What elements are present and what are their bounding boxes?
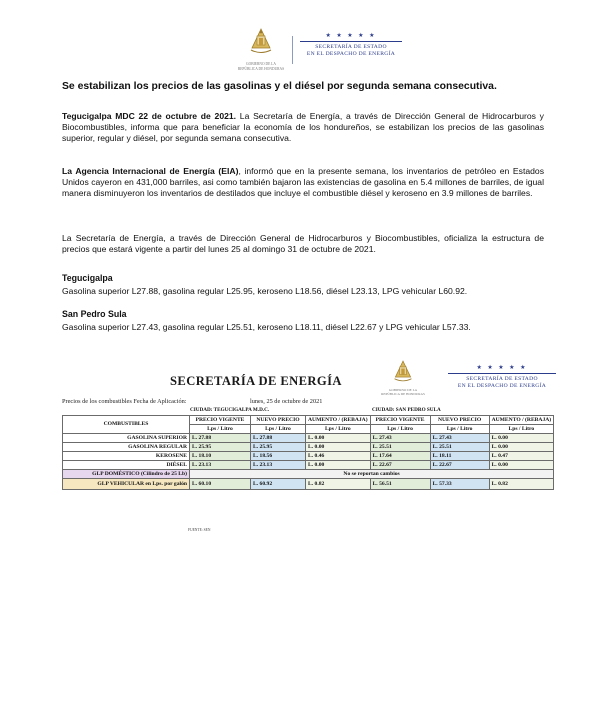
table-secretaria-line-2: EN EL DESPACHO DE ENERGÍA [457,383,547,389]
stars-icon: ★ ★ ★ ★ ★ [325,33,377,39]
tegucigalpa-prices: Gasolina superior L27.88, gasolina regular L25.95, keroseno L18.56, diésel L23.13, LPG vehicular L60.92. [62,286,468,296]
date-value: lunes, 25 de octubre de 2021 [250,398,323,405]
price-cell: L. 18.10 [190,452,251,461]
emblem-rule [300,41,402,42]
price-cell: L. 0.82 [489,479,554,490]
san-pedro-sula-heading: San Pedro Sula [62,309,127,319]
price-cell: L. 0.00 [306,461,371,470]
secretaria-line-1: SECRETARÍA DE ESTADO [315,44,387,50]
column-header: AUMENTO / (REBAJA) [306,416,371,425]
fuel-column-header: COMBUSTIBLES [63,416,190,434]
price-cell: L. 0.46 [306,452,371,461]
price-cell: L. 60.92 [251,479,306,490]
no-changes-note: No se reportan cambios [190,470,554,479]
table-row-kerosene [63,452,554,461]
price-cell: L. 27.43 [430,434,489,443]
price-cell: L. 57.33 [430,479,489,490]
unit-header: Lps / Litro [251,425,306,434]
honduras-seal-icon [248,28,274,56]
date-label: Precios de los combustibles Fecha de Aplicación: [62,398,187,405]
headline: Se estabilizan los precios de las gasolinas y el diésel por segunda semana consecutiva. [62,81,497,92]
price-cell: L. 17.64 [370,452,430,461]
price-cell: L. 25.95 [190,443,251,452]
table-secretaria-emblem [448,364,556,390]
price-cell: L. 0.82 [306,479,371,490]
price-cell: L. 60.10 [190,479,251,490]
price-cell: L. 22.67 [370,461,430,470]
dateline: Tegucigalpa MDC 22 de octubre de 2021. [62,111,237,121]
column-header: NUEVO PRECIO [251,416,306,425]
price-cell: L. 27.88 [190,434,251,443]
price-cell: L. 23.13 [190,461,251,470]
paragraph-eia-body: , informó que en la presente semana, los inventarios de petróleo en Estados Unidos cayeron en 431,000 barriles, asi como también bajaron las existencias de gasolina en 5.4 millones de barriles, de igual manera disminuyeron los inventarios de destilados que incluye el combustible diésel y keroseno en 3.9 millones de barriles. [62,166,544,199]
table-title: SECRETARÍA DE ENERGÍA [170,374,342,388]
table-header-row [63,416,554,425]
unit-header: Lps / Litro [190,425,251,434]
table-row-glp-vehicular [63,479,554,490]
city-label-tegucigalpa: CIUDAD: TEGUCIGALPA M.D.C. [190,407,270,413]
table-seal-caption-2: REPÚBLICA DE HONDURAS [381,391,425,396]
san-pedro-sula-prices: Gasolina superior L27.43, gasolina regular L25.51, keroseno L18.11, diésel L22.67 y LPG vehicular L57.33. [62,322,471,332]
table-government-seal [380,360,426,397]
table-emblem-rule [448,373,556,374]
secretaria-line-2: EN EL DESPACHO DE ENERGÍA [306,51,396,57]
unit-header: Lps / Litro [306,425,371,434]
paragraph-intro-body: La Secretaría de Energía, a través de Dirección General de Hidrocarburos y Biocombustibles, informa que para beneficiar la economía de los hondureños, se estabilizan los precios de las gasolinas superior, regular y diésel, por segunda semana consecutiva. [62,111,544,144]
table-stars-icon: ★ ★ ★ ★ ★ [476,365,528,371]
table-row-gasolina-superior [63,434,554,443]
secretaria-emblem [296,32,406,58]
price-cell: L. 27.43 [370,434,430,443]
honduras-seal-icon [392,360,414,384]
fuel-name: DIÉSEL [63,461,190,470]
tegucigalpa-heading: Tegucigalpa [62,273,113,283]
table-row-diesel [63,461,554,470]
table-seal-caption-1: GOBIERNO DE LA [388,388,418,392]
column-header: AUMENTO / (REBAJA) [489,416,554,425]
paragraph-eia [62,166,544,200]
source-note: FUENTE: SEN [188,528,211,532]
price-cell: L. 0.00 [306,443,371,452]
price-cell: L. 0.00 [489,461,554,470]
table-row-glp-domestico [63,470,554,479]
fuel-name: GLP DOMÉSTICO (Cilindro de 25 Lb) [63,470,190,479]
fuel-name: GASOLINA REGULAR [63,443,190,452]
price-cell: L. 18.11 [430,452,489,461]
table-secretaria-line-1: SECRETARÍA DE ESTADO [466,376,538,382]
eia-name: La Agencia Internacional de Energía (EIA) [62,166,239,176]
seal-caption-2: REPÚBLICA DE HONDURAS [237,67,285,71]
unit-header: Lps / Litro [489,425,554,434]
seal-caption-1: GOBIERNO DE LA [246,62,276,66]
price-cell: L. 23.13 [251,461,306,470]
table-row-gasolina-regular [63,443,554,452]
price-cell: L. 27.88 [251,434,306,443]
unit-header: Lps / Litro [370,425,430,434]
government-seal [234,28,288,71]
paragraph-structure: La Secretaría de Energía, a través de Dirección General de Hidrocarburos y Biocombustibles, oficializa la estructura de precios que estará vigente a partir del lunes 25 al domingo 31 de octubre de 2021. [62,233,544,255]
fuel-price-table [62,415,554,490]
price-cell: L. 25.51 [370,443,430,452]
price-cell: L. 18.56 [251,452,306,461]
price-cell: L. 25.95 [251,443,306,452]
letterhead [0,28,604,70]
fuel-name: GASOLINA SUPERIOR [63,434,190,443]
column-header: PRECIO VIGENTE [190,416,251,425]
column-header: PRECIO VIGENTE [370,416,430,425]
letterhead-divider [292,36,293,64]
price-cell: L. 0.00 [306,434,371,443]
column-header: NUEVO PRECIO [430,416,489,425]
price-cell: L. 25.51 [430,443,489,452]
fuel-name: GLP VEHICULAR en Lps. por galón [63,479,190,490]
price-cell: L. 22.67 [430,461,489,470]
price-cell: L. 56.51 [370,479,430,490]
unit-header: Lps / Litro [430,425,489,434]
paragraph-intro [62,111,544,145]
fuel-name: KEROSENE [63,452,190,461]
city-label-san-pedro-sula: CIUDAD: SAN PEDRO SULA [372,407,441,413]
price-cell: L. 0.00 [489,443,554,452]
price-cell: L. 0.47 [489,452,554,461]
price-cell: L. 0.00 [489,434,554,443]
